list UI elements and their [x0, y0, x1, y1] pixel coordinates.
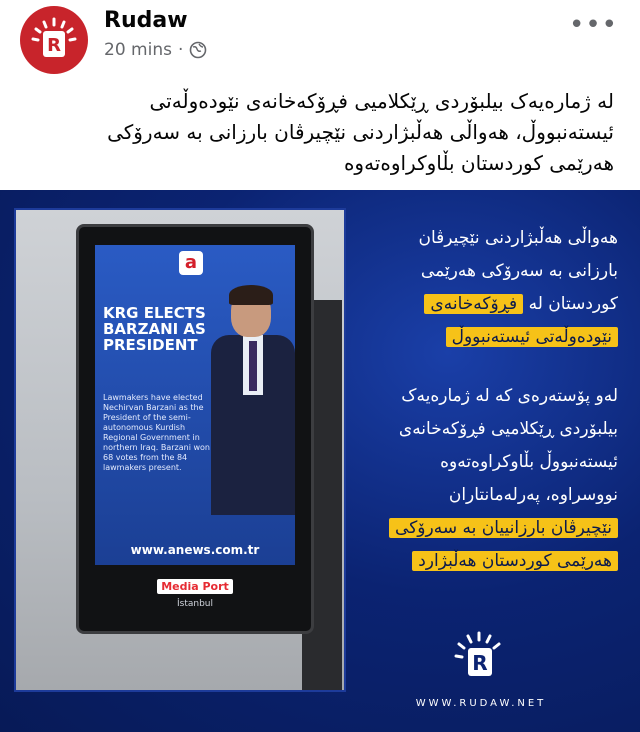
- billboard-photo: [14, 208, 346, 692]
- rudaw-logo-icon: [29, 15, 79, 65]
- post-header: [0, 0, 640, 80]
- kiosk-city: İstanbul: [176, 599, 213, 609]
- screen-url: www.anews.com.tr: [130, 543, 260, 557]
- anews-logo: a: [179, 251, 203, 275]
- image-text-line: نووسراوە، پەرلەمانتاران: [448, 485, 618, 505]
- post-author[interactable]: Rudaw: [104, 8, 188, 33]
- image-text-line: لەو پۆستەرەی کە لە ژمارەیەک: [401, 386, 618, 406]
- screen-headline: KRG ELECTS BARZANI AS PRESIDENT: [103, 304, 206, 354]
- more-options-button[interactable]: •••: [568, 10, 618, 40]
- kiosk-brand: [79, 579, 311, 594]
- highlight-text: فڕۆکەخانەی: [424, 294, 523, 314]
- globe-icon[interactable]: [189, 41, 207, 59]
- caption-line: هەرێمی کوردستان بڵاوکراوەتەوە: [343, 151, 614, 175]
- image-text-line: بیلبۆردی ڕێکلامیی فڕۆکەخانەی: [398, 419, 618, 439]
- post-image[interactable]: [0, 190, 640, 732]
- screen-body-text: Lawmakers have elected Nechirvan Barzani as the President of the semi-autonomous Kurdish Regional Government in northern Iraq. Barzani won 68 votes from the 84 lawmakers present.: [103, 393, 210, 472]
- image-text-line: بارزانی بە سەرۆکی هەرێمی: [420, 261, 618, 281]
- highlight-text: نێچیرڤان بارزانییان بە سەرۆکی: [389, 518, 618, 538]
- post-meta: [104, 40, 207, 60]
- billboard-screen: [95, 245, 295, 565]
- rudaw-url: WWW.RUDAW.NET: [415, 698, 547, 709]
- image-headline-text: [356, 222, 618, 578]
- portrait-tie: [249, 341, 257, 391]
- mediaport-logo: Media Port: [157, 579, 233, 594]
- image-text-line: [356, 512, 618, 545]
- image-text-line: کوردستان لە فڕۆکەخانەی: [356, 288, 618, 321]
- post-time[interactable]: 20 mins: [104, 40, 172, 60]
- portrait-hair: [229, 285, 273, 305]
- caption-line: له ژمارەیەک بیلبۆردی ڕێکلامیی فڕۆکەخانەی نێودەوڵەتی: [149, 89, 614, 113]
- rudaw-watermark-icon: [452, 630, 506, 684]
- svg-text:R: R: [47, 35, 61, 56]
- portrait-figure: [207, 285, 295, 515]
- image-text-line: ئیستەنبووڵ بڵاوکراوەتەوە: [440, 452, 618, 472]
- caption-line: ئیستەنبووڵ، هەواڵی هەڵبژاردنی نێچیرڤان بارزانی بە سەرۆکی: [107, 120, 614, 144]
- image-text-line: هەواڵی هەڵبژاردنی نێچیرڤان: [418, 228, 618, 248]
- rudaw-avatar[interactable]: [20, 6, 88, 74]
- billboard-kiosk: [76, 224, 314, 634]
- image-text-line: [356, 545, 618, 578]
- svg-text:R: R: [472, 651, 488, 675]
- image-text-line: [356, 321, 618, 354]
- meta-separator: ·: [177, 40, 184, 60]
- highlight-text: هەرێمی کوردستان هەڵبژارد: [412, 551, 618, 571]
- post-caption: [54, 86, 614, 179]
- highlight-text: نێودەوڵەتی ئیستەنبووڵ: [446, 327, 618, 347]
